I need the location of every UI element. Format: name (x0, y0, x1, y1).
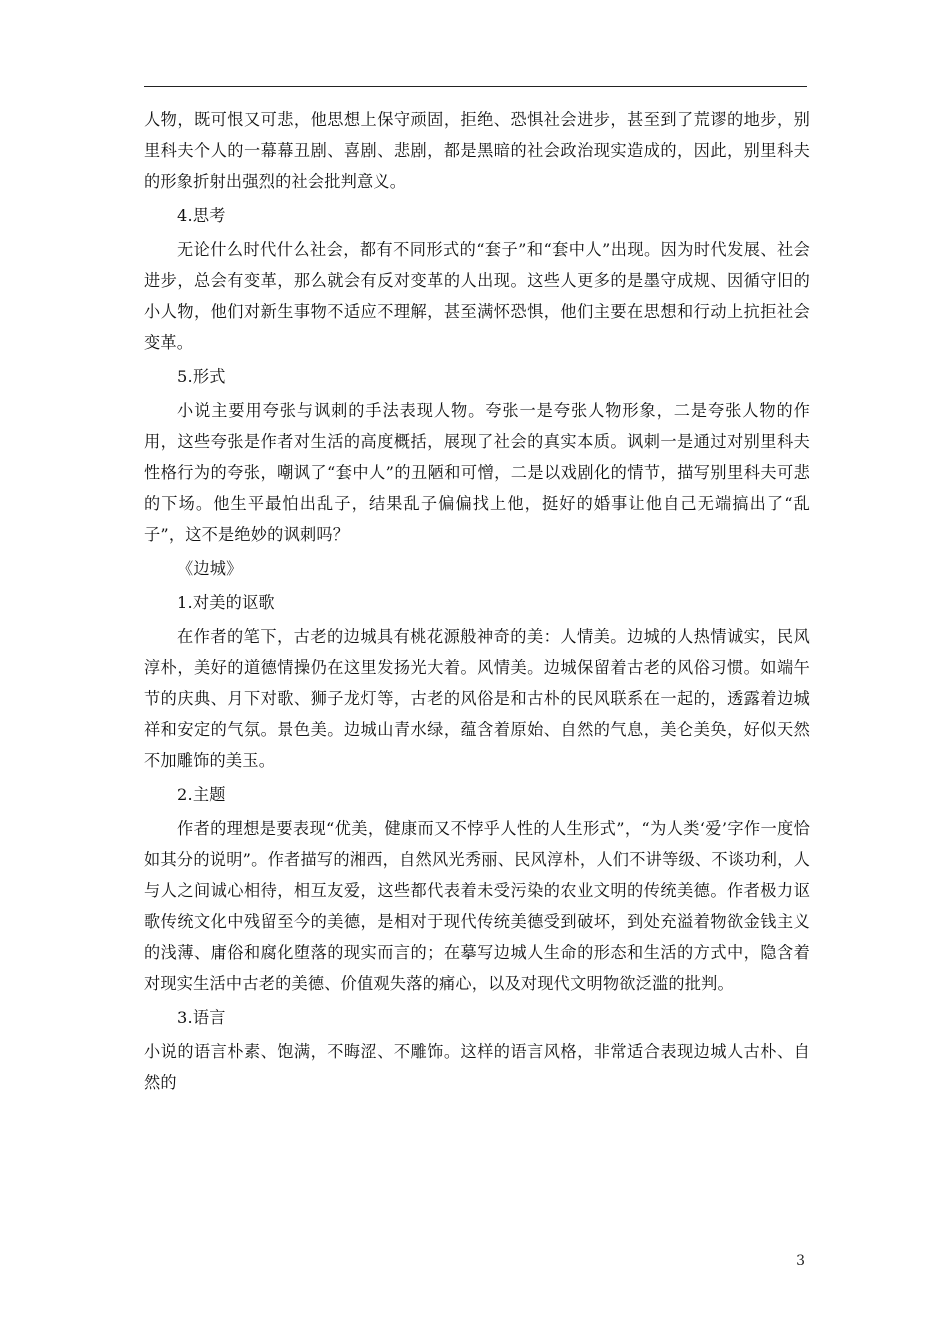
header-rule (144, 86, 807, 87)
paragraph-theme: 作者的理想是要表现“优美，健康而又不悖乎人性的人生形式”，“为人类‘爱’字作一度恰如其分的说明”。作者描写的湘西，自然风光秀丽、民风淳朴，人们不讲等级、不谈功利，人与人之间诚心相待，相互友爱，这些都代表着未受污染的农业文明的传统美德。作者极力讴歌传统文化中残留至今的美德，是相对于现代传统美德受到破坏，到处充溢着物欲金钱主义的浅薄、庸俗和腐化堕落的现实而言的；在摹写边城人生命的形态和生活的方式中，隐含着对现实生活中古老的美德、价值观失落的痛心，以及对现代文明物欲泛滥的批判。 (144, 819, 810, 993)
section-heading-theme: 2.主题 (177, 785, 226, 804)
section-heading-beauty: 1.对美的讴歌 (177, 593, 275, 612)
section-heading-form: 5.形式 (177, 367, 226, 386)
paragraph-intro: 人物，既可恨又可悲，他思想上保守顽固，拒绝、恐惧社会进步，甚至到了荒谬的地步，别里科夫个人的一幕幕丑剧、喜剧、悲剧，都是黑暗的社会政治现实造成的，因此，别里科夫的形象折射出强烈的社会批判意义。 (144, 110, 810, 191)
paragraph-thinking: 无论什么时代什么社会，都有不同形式的“套子”和“套中人”出现。因为时代发展、社会进步，总会有变革，那么就会有反对变革的人出现。这些人更多的是墨守成规、因循守旧的小人物，他们对新生事物不适应不理解，甚至满怀恐惧，他们主要在思想和行动上抗拒社会变革。 (144, 240, 810, 352)
page-number: 3 (796, 1253, 805, 1269)
paragraph-language: 小说的语言朴素、饱满，不晦涩、不雕饰。这样的语言风格，非常适合表现边城人古朴、自然的 (144, 1042, 810, 1092)
section-heading-thinking: 4.思考 (177, 206, 226, 225)
work-title-biancheng: 《边城》 (177, 559, 243, 578)
document-body (144, 104, 810, 1101)
paragraph-form: 小说主要用夸张与讽刺的手法表现人物。夸张一是夸张人物形象，二是夸张人物的作用，这些夸张是作者对生活的高度概括，展现了社会的真实本质。讽刺一是通过对别里科夫性格行为的夸张，嘲讽了“套中人”的丑陋和可憎，二是以戏剧化的情节，描写别里科夫可悲的下场。他生平最怕出乱子，结果乱子偏偏找上他，挺好的婚事让他自己无端搞出了“乱子”，这不是绝妙的讽刺吗？ (144, 401, 810, 544)
paragraph-beauty: 在作者的笔下，古老的边城具有桃花源般神奇的美：人情美。边城的人热情诚实，民风淳朴，美好的道德情操仍在这里发扬光大着。风情美。边城保留着古老的风俗习惯。如端午节的庆典、月下对歌、狮子龙灯等，古老的风俗是和古朴的民风联系在一起的，透露着边城祥和安定的气氛。景色美。边城山青水绿，蕴含着原始、自然的气息，美仑美奂，好似天然不加雕饰的美玉。 (144, 627, 810, 770)
section-heading-language: 3.语言 (177, 1008, 226, 1027)
